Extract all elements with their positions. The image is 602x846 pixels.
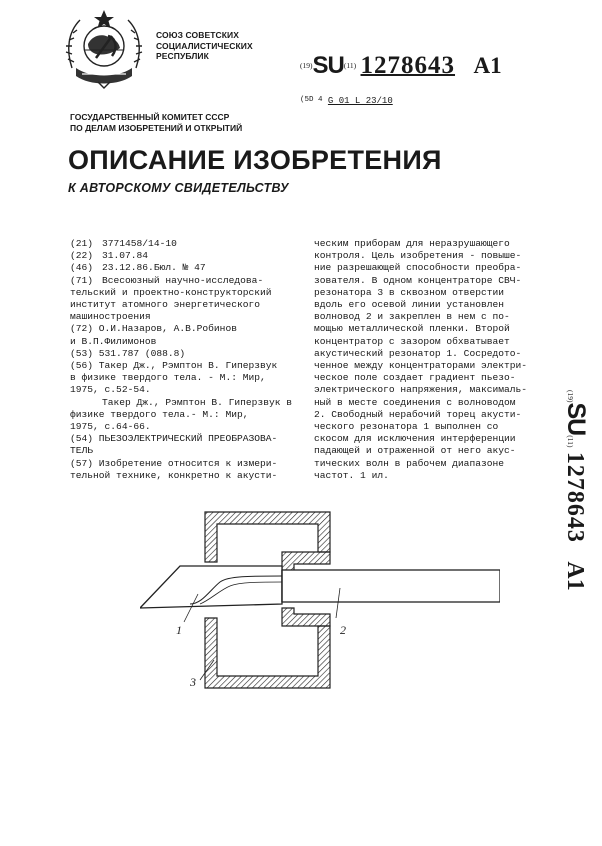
text-line: в физике твердого тела. - М.: Мир, xyxy=(70,372,266,384)
biblio-code: (21) xyxy=(70,238,94,249)
inid-code-19: (19) xyxy=(300,61,313,70)
biblio-value: Всесоюзный научно-исследова- xyxy=(102,274,264,286)
country-code: SU xyxy=(312,52,344,79)
abstract-line: акустический резонатор 1. Сосредото- xyxy=(314,347,522,359)
side-inid-code-19: (19) xyxy=(566,390,575,403)
text-line: (53) 531.787 (088.8) xyxy=(70,347,186,359)
side-document-number xyxy=(556,390,590,670)
organization-line: СОЦИАЛИСТИЧЕСКИХ xyxy=(156,40,253,51)
ussr-emblem-icon xyxy=(62,6,146,90)
biblio-code: (46) xyxy=(70,262,94,274)
abstract-line: ческое поле создает градиент пьезо- xyxy=(314,372,516,384)
abstract-line: тических волн в рабочем диапазоне xyxy=(314,457,504,469)
abstract-line: ческого резонатора 1 выполнен со xyxy=(314,421,499,433)
biblio-value: 3771458/14-10 xyxy=(102,238,177,249)
text-line: 1975, с.52-54. xyxy=(70,384,151,396)
text-line: институт атомного энергетического xyxy=(70,299,260,311)
organization-line: СОЮЗ СОВЕТСКИХ xyxy=(156,30,240,40)
text-line: (54) ПЬЕЗОЭЛЕКТРИЧЕСКИЙ ПРЕОБРАЗОВА- xyxy=(70,433,278,445)
text-line: тельной технике, конкретно к акусти- xyxy=(70,469,278,481)
abstract-line: ченное между концентраторами электри- xyxy=(314,360,528,372)
abstract-text xyxy=(314,238,534,482)
abstract-line: ный в месте соединения с волноводом xyxy=(314,396,516,408)
text-line: физике твердого тела.- М.: Мир, xyxy=(70,408,249,420)
ipc-classification xyxy=(300,96,393,106)
abstract-line: контроля. Цель изобретения - повыше- xyxy=(314,250,522,262)
side-inid-code-11: (11) xyxy=(566,435,575,448)
side-kind-code: A1 xyxy=(562,561,588,591)
text-line: тельский и проектно-конструкторский xyxy=(70,286,272,298)
abstract-line: мощью металлической пленки. Второй xyxy=(314,323,510,335)
side-country-code: SU xyxy=(562,402,590,436)
text-line: ТЕЛЬ xyxy=(70,445,94,457)
abstract-line: ние разрешающей способности преобра- xyxy=(314,262,522,274)
abstract-line: частот. 1 ил. xyxy=(314,469,389,481)
abstract-line: падающей и отраженной от него акус- xyxy=(314,445,516,457)
committee-line: ПО ДЕЛАМ ИЗОБРЕТЕНИЙ И ОТКРЫТИЙ xyxy=(70,123,243,133)
organization-name xyxy=(156,30,253,62)
state-committee xyxy=(70,112,242,134)
right-column xyxy=(314,238,534,482)
biblio-row xyxy=(70,238,302,250)
patent-number: 1278643 xyxy=(360,52,456,79)
abstract-line: зователя. В одном концентраторе СВЧ- xyxy=(314,274,522,286)
figure-drawing xyxy=(140,500,500,690)
organization-line: РЕСПУБЛИК xyxy=(156,51,209,61)
abstract-line: вдоль его осевой линии установлен xyxy=(314,299,504,311)
figure-label-2: 2 xyxy=(340,623,346,637)
left-column xyxy=(70,238,302,482)
biblio-code: (22) xyxy=(70,250,94,262)
text-line: и В.П.Филимонов xyxy=(70,335,157,347)
biblio-row xyxy=(70,262,302,274)
abstract-line: 2. Свободный нерабочий торец акусти- xyxy=(314,408,522,420)
abstract-line: концентратор с зазором обхватывает xyxy=(314,335,510,347)
abstract-line: волновод 2 и закреплен в нем с по- xyxy=(314,311,510,323)
document-number xyxy=(300,52,502,80)
waveguide xyxy=(282,570,500,602)
biblio-value: 31.07.84 xyxy=(102,250,149,262)
text-line: (72) О.И.Назаров, А.В.Робинов xyxy=(70,323,237,335)
document-subtitle: К АВТОРСКОМУ СВИДЕТЕЛЬСТВУ xyxy=(68,181,289,195)
biblio-row xyxy=(70,250,302,262)
text-line: 1975, с.64-66. xyxy=(70,421,151,433)
biblio-row xyxy=(70,275,302,287)
left-column-text xyxy=(70,287,302,482)
text-line: машиностроения xyxy=(70,311,151,323)
inid-code-11: (11) xyxy=(343,61,357,70)
figure-label-1: 1 xyxy=(176,623,182,637)
kind-code: A1 xyxy=(473,53,502,78)
abstract-line: резонатора 3 в сквозном отверстии xyxy=(314,286,504,298)
acoustic-resonator xyxy=(140,566,282,608)
abstract-line: скосом для исключения интерференции xyxy=(314,433,516,445)
text-line: (57) Изобретение относится к измери- xyxy=(70,457,278,469)
text-line: (56) Такер Дж., Рэмптон В. Гиперзвук xyxy=(70,360,278,372)
document-title: ОПИСАНИЕ ИЗОБРЕТЕНИЯ xyxy=(68,145,442,175)
biblio-value: 23.12.86.Бюл. № 47 xyxy=(102,262,206,274)
figure-label-3: 3 xyxy=(190,675,196,689)
ipc-prefix: (5D 4 xyxy=(300,96,323,104)
side-patent-number: 1278643 xyxy=(562,451,588,543)
abstract-line: ческим приборам для неразрушающего xyxy=(314,238,510,249)
ipc-code: G 01 L 23/10 xyxy=(327,96,393,106)
biblio-code: (71) xyxy=(70,274,94,286)
committee-line: ГОСУДАРСТВЕННЫЙ КОМИТЕТ СССР xyxy=(70,112,230,122)
text-line: Такер Дж., Рэмптон В. Гиперзвук в xyxy=(102,396,292,408)
abstract-line: электрического напряжения, максималь- xyxy=(314,384,528,396)
